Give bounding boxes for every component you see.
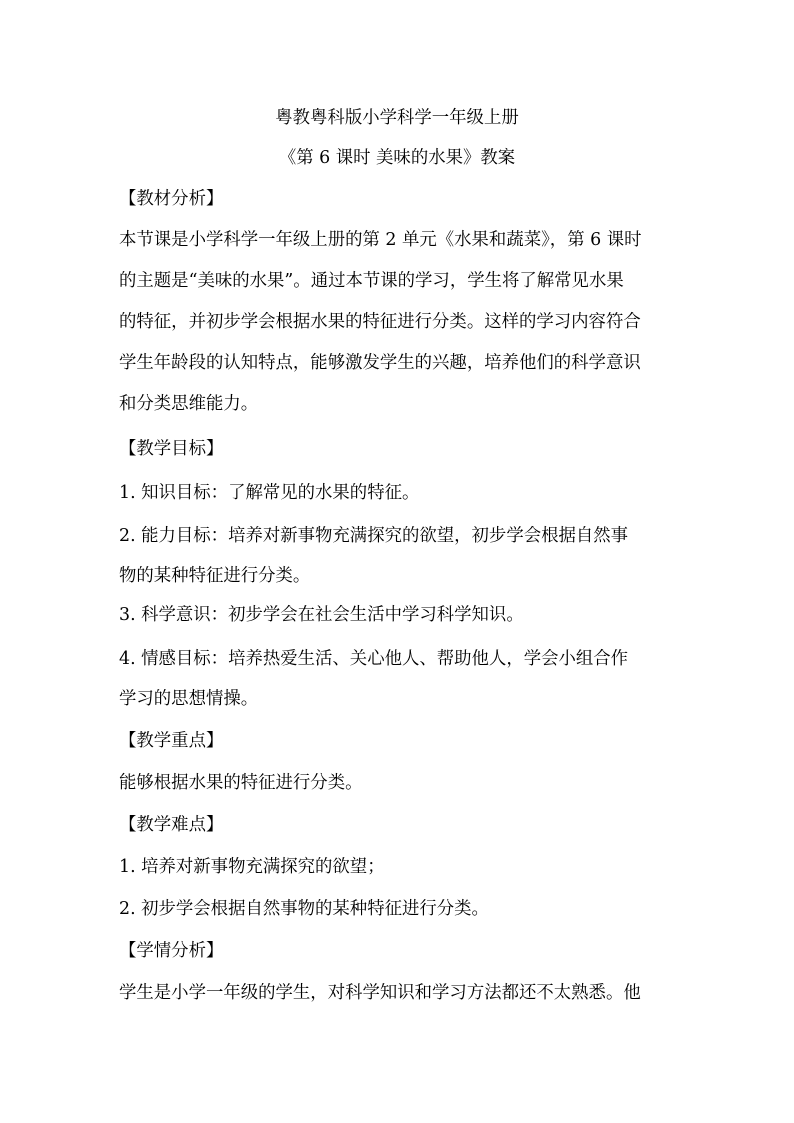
difficulty-item: 2. 初步学会根据自然事物的某种特征进行分类。 (119, 899, 489, 919)
objective-item-continuation: 物的某种特征进行分类。 (119, 566, 311, 586)
analysis-paragraph-line: 和分类思维能力。 (119, 394, 259, 414)
section-heading-objectives: 【教学目标】 (119, 439, 224, 459)
section-heading-difficulties: 【教学难点】 (119, 815, 224, 835)
section-heading-key-points: 【教学重点】 (119, 731, 224, 751)
section-heading-learner-analysis: 【学情分析】 (119, 941, 224, 961)
analysis-paragraph-line: 的特征，并初步学会根据水果的特征进行分类。这样的学习内容符合 (119, 312, 641, 332)
section-heading-analysis: 【教材分析】 (119, 189, 224, 209)
objective-item: 3. 科学意识：初步学会在社会生活中学习科学知识。 (119, 605, 524, 625)
difficulty-item: 1. 培养对新事物充满探究的欲望； (119, 857, 385, 877)
document-subtitle: 《第 6 课时 美味的水果》教案 (278, 148, 516, 168)
objective-item: 4. 情感目标：培养热爱生活、关心他人、帮助他人，学会小组合作 (119, 649, 629, 669)
learner-analysis-line: 学生是小学一年级的学生，对科学知识和学习方法都还不太熟悉。他 (119, 983, 641, 1003)
key-point-line: 能够根据水果的特征进行分类。 (119, 773, 363, 793)
objective-item: 2. 能力目标：培养对新事物充满探究的欲望，初步学会根据自然事 (119, 526, 629, 546)
analysis-paragraph-line: 本节课是小学科学一年级上册的第 2 单元《水果和蔬菜》，第 6 课时 (119, 230, 642, 250)
analysis-paragraph-line: 的主题是“美味的水果”。通过本节课的学习，学生将了解常见水果 (119, 271, 624, 291)
document-title: 粤教粤科版小学科学一年级上册 (275, 108, 519, 128)
objective-item-continuation: 学习的思想情操。 (119, 689, 259, 709)
analysis-paragraph-line: 学生年龄段的认知特点，能够激发学生的兴趣，培养他们的科学意识 (119, 353, 641, 373)
objective-item: 1. 知识目标：了解常见的水果的特征。 (119, 483, 420, 503)
